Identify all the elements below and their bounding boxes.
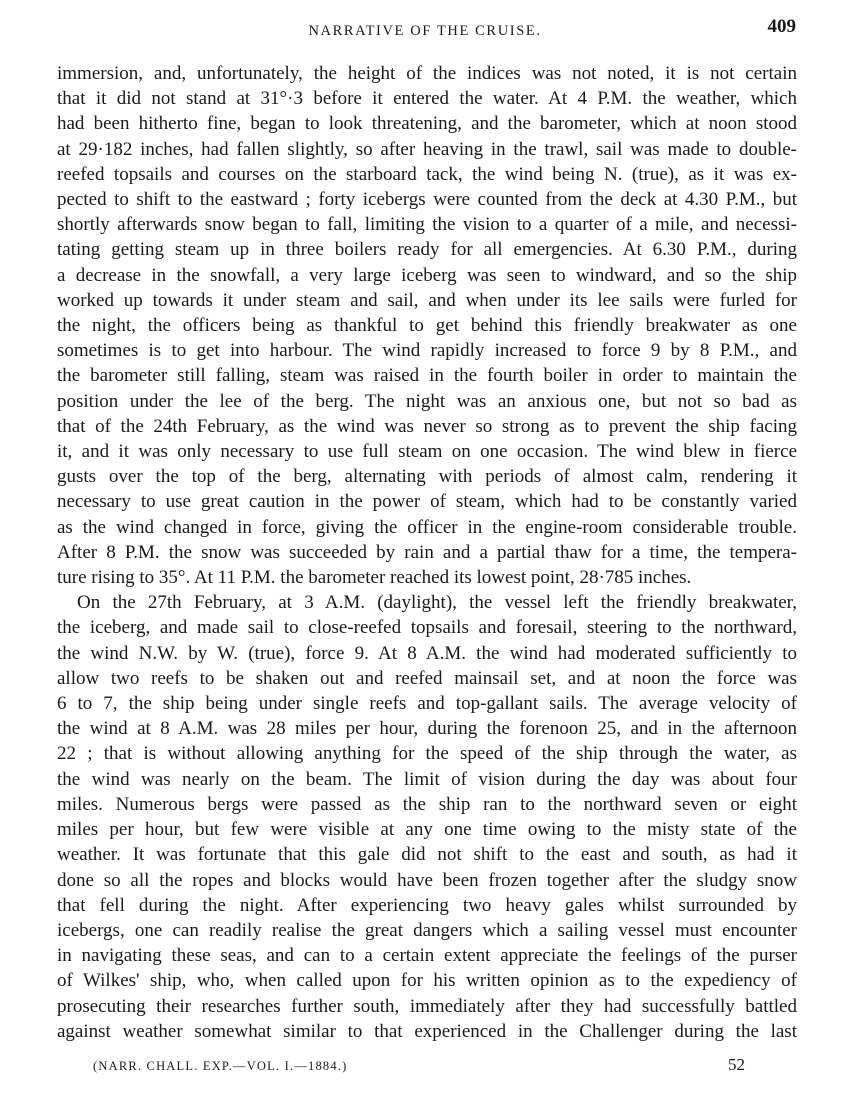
text-line: of Wilkes' ship, who, when called upon for his written opinion as to the expediency of bbox=[57, 970, 797, 992]
text-line: worked up towards it under steam and sail, and when under its lee sails were furled for bbox=[57, 289, 797, 311]
text-line: a decrease in the snowfall, a very large iceberg was seen to windward, and so the ship bbox=[57, 264, 797, 286]
paragraph bbox=[57, 590, 797, 1044]
text-line: as the wind changed in force, giving the officer in the engine-room considerable trouble. bbox=[57, 516, 797, 538]
text-line: had been hitherto fine, began to look threatening, and the barometer, which at noon stood bbox=[57, 113, 797, 135]
text-line: in navigating these seas, and can to a certain extent appreciate the feelings of the purser bbox=[57, 945, 797, 967]
text-line: position under the lee of the berg. The night was an anxious one, but not so bad as bbox=[57, 390, 797, 412]
paragraph bbox=[57, 61, 797, 590]
text-line: allow two reefs to be shaken out and reefed mainsail set, and at noon the force was bbox=[57, 667, 797, 689]
text-line: gusts over the top of the berg, alternating with periods of almost calm, rendering it bbox=[57, 466, 797, 488]
text-line: tating getting steam up in three boilers ready for all emergencies. At 6.30 P.M., during bbox=[57, 239, 797, 261]
printer-signature: (NARR. CHALL. EXP.—VOL. I.—1884.) bbox=[93, 1059, 348, 1073]
text-line: 6 to 7, the ship being under single reefs and top-gallant sails. The average velocity of bbox=[57, 693, 797, 715]
page-header bbox=[0, 14, 850, 44]
text-line: that fell during the night. After experiencing two heavy gales whilst surrounded by bbox=[57, 894, 797, 916]
text-line: sometimes is to get into harbour. The wind rapidly increased to force 9 by 8 P.M., and bbox=[57, 340, 797, 362]
text-line: necessary to use great caution in the power of steam, which had to be constantly varied bbox=[57, 491, 797, 513]
text-line: the barometer still falling, steam was raised in the fourth boiler in order to maintain the bbox=[57, 365, 797, 387]
text-line: On the 27th February, at 3 A.M. (daylight), the vessel left the friendly breakwater, bbox=[77, 592, 797, 614]
text-line: miles. Numerous bergs were passed as the ship ran to the northward seven or eight bbox=[57, 793, 797, 815]
text-line: weather. It was fortunate that this gale did not shift to the east and south, as had it bbox=[57, 844, 797, 866]
text-line: the wind N.W. by W. (true), force 9. At 8 A.M. the wind had moderated sufficiently to bbox=[57, 642, 797, 664]
text-line: the wind at 8 A.M. was 28 miles per hour, during the forenoon 25, and in the afternoon bbox=[57, 718, 797, 740]
sheet-number: 52 bbox=[728, 1055, 745, 1074]
body-text bbox=[57, 61, 797, 1044]
text-line: immersion, and, unfortunately, the height of the indices was not noted, it is not certain bbox=[57, 63, 797, 84]
text-line: the iceberg, and made sail to close-reefed topsails and foresail, steering to the northward, bbox=[57, 617, 797, 639]
text-line: at 29·182 inches, had fallen slightly, so after heaving in the trawl, sail was made to double- bbox=[57, 138, 797, 160]
page-footer bbox=[0, 1055, 850, 1079]
text-line: reefed topsails and courses on the starboard tack, the wind being N. (true), as it was ex- bbox=[57, 163, 797, 185]
page-number: 409 bbox=[767, 16, 796, 37]
text-line: miles per hour, but few were visible at any one time owing to the misty state of the bbox=[57, 819, 797, 841]
text-line: that it did not stand at 31°·3 before it entered the water. At 4 P.M. the weather, which bbox=[57, 88, 797, 110]
text-line: that of the 24th February, as the wind was never so strong as to prevent the ship facing bbox=[57, 415, 797, 437]
text-line: the night, the officers being as thankful to get behind this friendly breakwater as one bbox=[57, 315, 797, 337]
text-line: it, and it was only necessary to use full steam on one occasion. The wind blew in fierce bbox=[57, 441, 797, 463]
text-line: pected to shift to the eastward ; forty icebergs were counted from the deck at 4.30 P.M., but bbox=[57, 189, 797, 211]
text-line: After 8 P.M. the snow was succeeded by rain and a partial thaw for a time, the tempera- bbox=[57, 541, 797, 563]
text-line: 22 ; that is without allowing anything for the speed of the ship through the water, as bbox=[57, 743, 797, 765]
text-line: ture rising to 35°. At 11 P.M. the barometer reached its lowest point, 28·785 inches. bbox=[57, 567, 692, 589]
text-line: shortly afterwards snow began to fall, limiting the vision to a quarter of a mile, and necessi- bbox=[57, 214, 797, 236]
text-line: prosecuting their researches further south, immediately after they had successfully battled bbox=[57, 995, 797, 1017]
text-line: the wind was nearly on the beam. The limit of vision during the day was about four bbox=[57, 768, 797, 790]
running-head: NARRATIVE OF THE CRUISE. bbox=[308, 23, 542, 39]
text-line: icebergs, one can readily realise the great dangers which a sailing vessel must encounter bbox=[57, 919, 797, 941]
text-line: against weather somewhat similar to that experienced in the Challenger during the last bbox=[57, 1020, 797, 1042]
text-line: done so all the ropes and blocks would have been frozen together after the sludgy snow bbox=[57, 869, 797, 891]
